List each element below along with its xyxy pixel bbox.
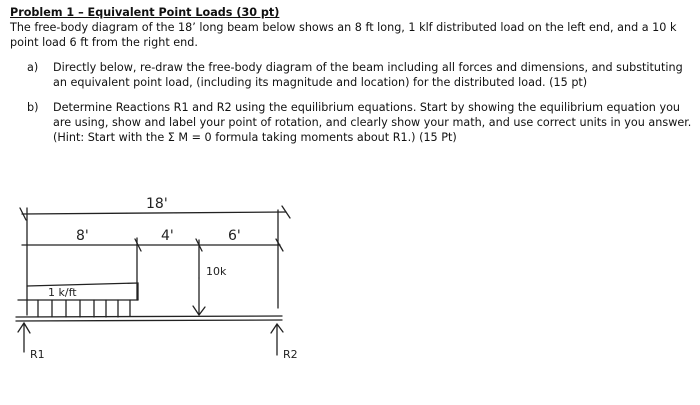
reaction-r1-arrow xyxy=(18,323,30,352)
part-a-letter: a) xyxy=(27,61,39,74)
problem-statement xyxy=(10,5,696,145)
label-r2: R2 xyxy=(283,348,298,361)
beam xyxy=(16,316,282,321)
part-b xyxy=(26,100,696,145)
part-a-text: Directly below, re-draw the free-body diagram of the beam including all forces and dimensions, and substituting an equivalent point load, (including its magnitude and location) for the distributed load. (15 pt) xyxy=(53,61,683,89)
label-point-load: 10k xyxy=(206,265,227,278)
problem-title: Problem 1 – Equivalent Point Loads (30 pt) xyxy=(10,6,280,19)
beam-sketch xyxy=(0,190,320,365)
part-b-letter: b) xyxy=(27,101,39,114)
part-a xyxy=(26,60,696,90)
label-r1: R1 xyxy=(30,348,45,361)
reaction-r2-arrow xyxy=(271,324,283,355)
label-dist-load: 1 k/ft xyxy=(48,286,77,299)
label-seg-left: 8' xyxy=(76,228,89,244)
distributed-load-hatch xyxy=(38,300,130,317)
label-total-length: 18' xyxy=(146,196,168,212)
label-seg-right: 6' xyxy=(228,228,241,244)
problem-intro: The free-body diagram of the 18’ long beam below shows an 8 ft long, 1 klf distributed load on the left end, and a 10 k point load 6 ft from the right end. xyxy=(10,21,677,49)
distributed-load-outline xyxy=(27,283,138,300)
overall-dimension-line xyxy=(22,212,286,214)
label-seg-mid: 4' xyxy=(161,228,174,244)
point-load-arrow xyxy=(193,278,205,315)
part-b-text: Determine Reactions R1 and R2 using the equilibrium equations. Start by showing the equilibrium equation you are using, show and label your point of rotation, and clearly show your math, and use correct units in you answer. (Hint: Start with the Σ M = 0 formula taking moments about R1.) (15 Pt) xyxy=(53,101,692,144)
